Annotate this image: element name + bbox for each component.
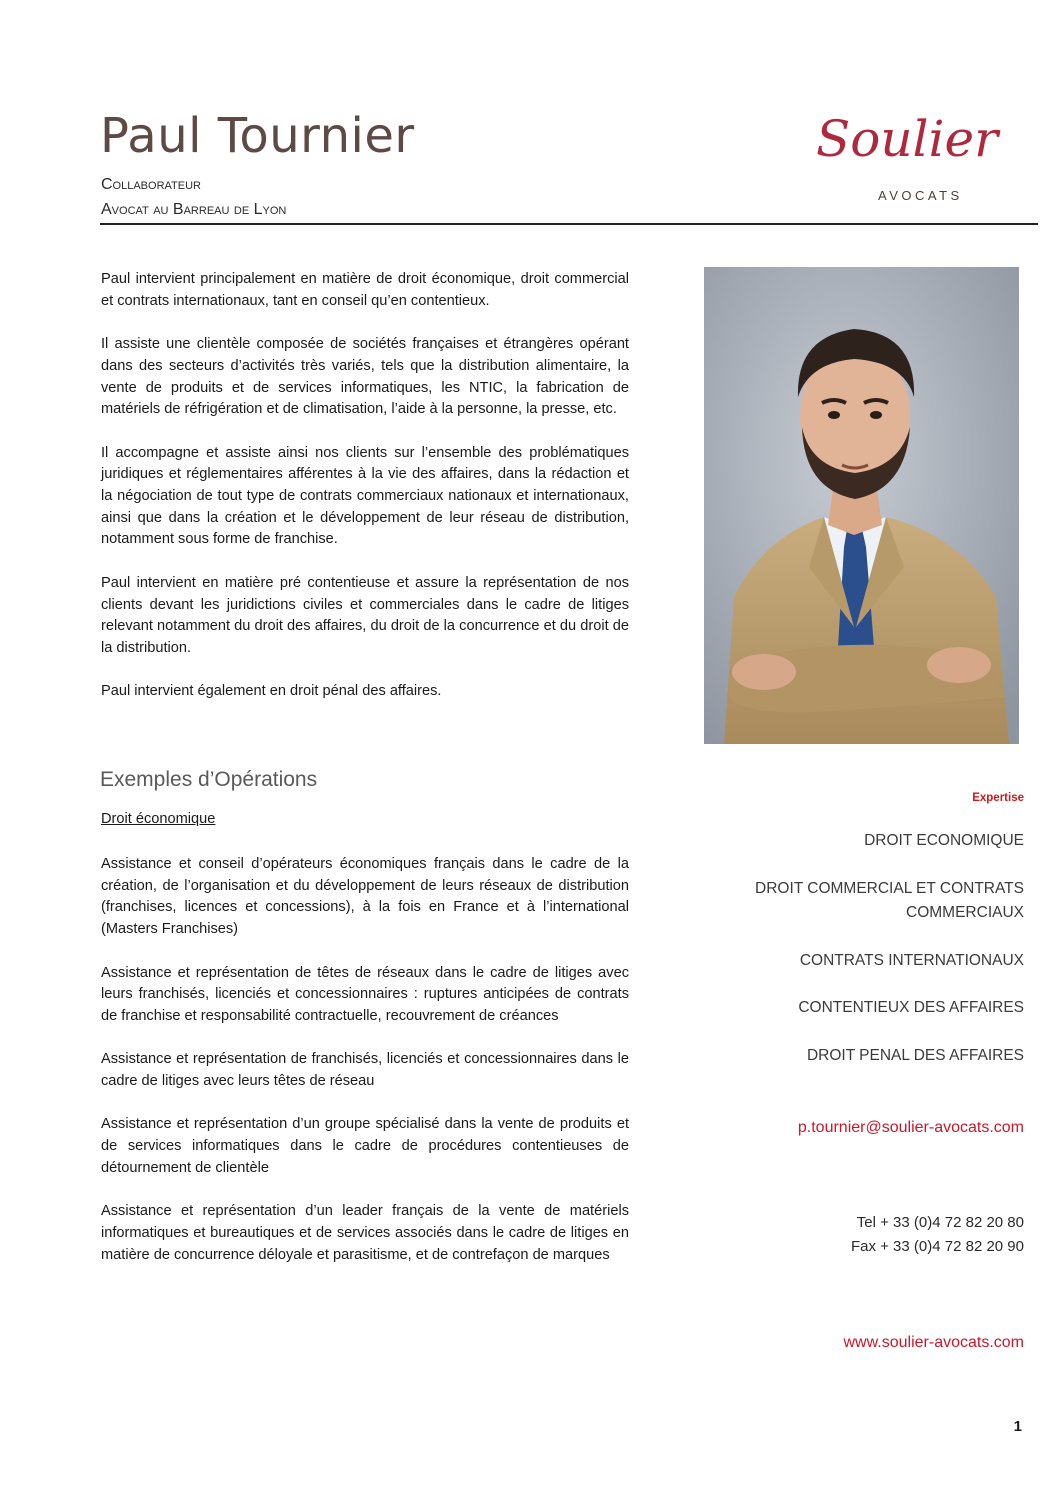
logo-script-text: Soulier (816, 110, 999, 168)
person-role: Collaborateur (101, 176, 201, 193)
operation-item: Assistance et représentation d’un leader français de la vente de matériels informatiques et bureautiques et de services associés dans le cadre de litiges en matière de concurrence déloyale et parasitisme, et de contrefaçon de marques (101, 1203, 629, 1263)
operation-item: Assistance et représentation de têtes de réseaux dans le cadre de litiges avec leurs franchisés, licenciés et concessionnaires : ruptures anticipées de contrats de franchise et responsabilité contractuelle, recouvrement de créances (101, 964, 629, 1024)
operations-list (101, 854, 629, 1288)
phone-number: Tel + 33 (0)4 72 82 20 80 (856, 1214, 1024, 1231)
person-bar: Avocat au Barreau de Lyon (101, 201, 287, 218)
expertise-label: Expertise (972, 792, 1024, 804)
fax-number: Fax + 33 (0)4 72 82 20 90 (850, 1238, 1024, 1255)
operations-heading: Exemples d’Opérations (100, 768, 318, 791)
page-number: 1 (1013, 1418, 1022, 1435)
intro-paragraph: Paul intervient principalement en matière de droit économique, droit commercial et contrats internationaux, tant en conseil qu’en contentieux. (101, 271, 629, 309)
portrait-photo (704, 267, 1019, 744)
person-name: Paul Tournier (100, 108, 415, 164)
firm-logo (800, 110, 1040, 210)
portrait-illustration (704, 267, 1019, 744)
operation-item: Assistance et représentation de franchisés, licenciés et concessionnaires dans le cadre de litiges avec leurs têtes de réseau (101, 1051, 629, 1089)
expertise-item: CONTRATS INTERNATIONAUX (799, 952, 1024, 969)
header-divider (100, 223, 1038, 225)
expertise-item: COMMERCIAUX (906, 904, 1024, 921)
intro-paragraph: Il accompagne et assiste ainsi nos clients sur l’ensemble des problématiques juridiques et réglementaires afférentes à la vie des affaires, dans la rédaction et la négociation de tout type de contrats commerciaux nationaux et internationaux, ainsi que dans la création et le développement de leur réseau de distribution, notamment sous forme de franchise. (101, 444, 629, 548)
expertise-item: DROIT COMMERCIAL ET CONTRATS (755, 880, 1024, 897)
intro-text (101, 269, 629, 725)
expertise-item: CONTENTIEUX DES AFFAIRES (798, 999, 1024, 1016)
expertise-item: DROIT ECONOMIQUE (864, 832, 1024, 849)
operation-item: Assistance et conseil d’opérateurs économiques français dans le cadre de la création, de l’organisation et du développement de leurs réseaux de distribution (franchises, licences et concessions), à la fois en France et à l’international (Masters Franchises) (101, 856, 629, 938)
website-link[interactable]: www.soulier-avocats.com (843, 1334, 1024, 1351)
intro-paragraph: Paul intervient également en droit pénal des affaires. (101, 683, 442, 700)
email-link[interactable]: p.tournier@soulier-avocats.com (797, 1119, 1024, 1136)
operation-item: Assistance et représentation d’un groupe spécialisé dans la vente de produits et de services informatiques dans le cadre de procédures contentieuses de détournement de clientèle (101, 1116, 629, 1176)
operations-subheading: Droit économique (101, 811, 216, 827)
expertise-item: DROIT PENAL DES AFFAIRES (806, 1047, 1024, 1064)
logo-sub-text: AVOCATS (878, 188, 963, 203)
intro-paragraph: Il assiste une clientèle composée de sociétés françaises et étrangères opérant dans des secteurs d’activités très variés, tels que la distribution alimentaire, la vente de produits et de services informatiques, les NTIC, la fabrication de matériels de réfrigération et de climatisation, l’aide à la personne, la presse, etc. (101, 336, 629, 418)
intro-paragraph: Paul intervient en matière pré contentieuse et assure la représentation de nos clients devant les juridictions civiles et commerciales dans le cadre de litiges relevant notamment du droit des affaires, du droit de la concurrence et du droit de la distribution. (101, 574, 629, 656)
